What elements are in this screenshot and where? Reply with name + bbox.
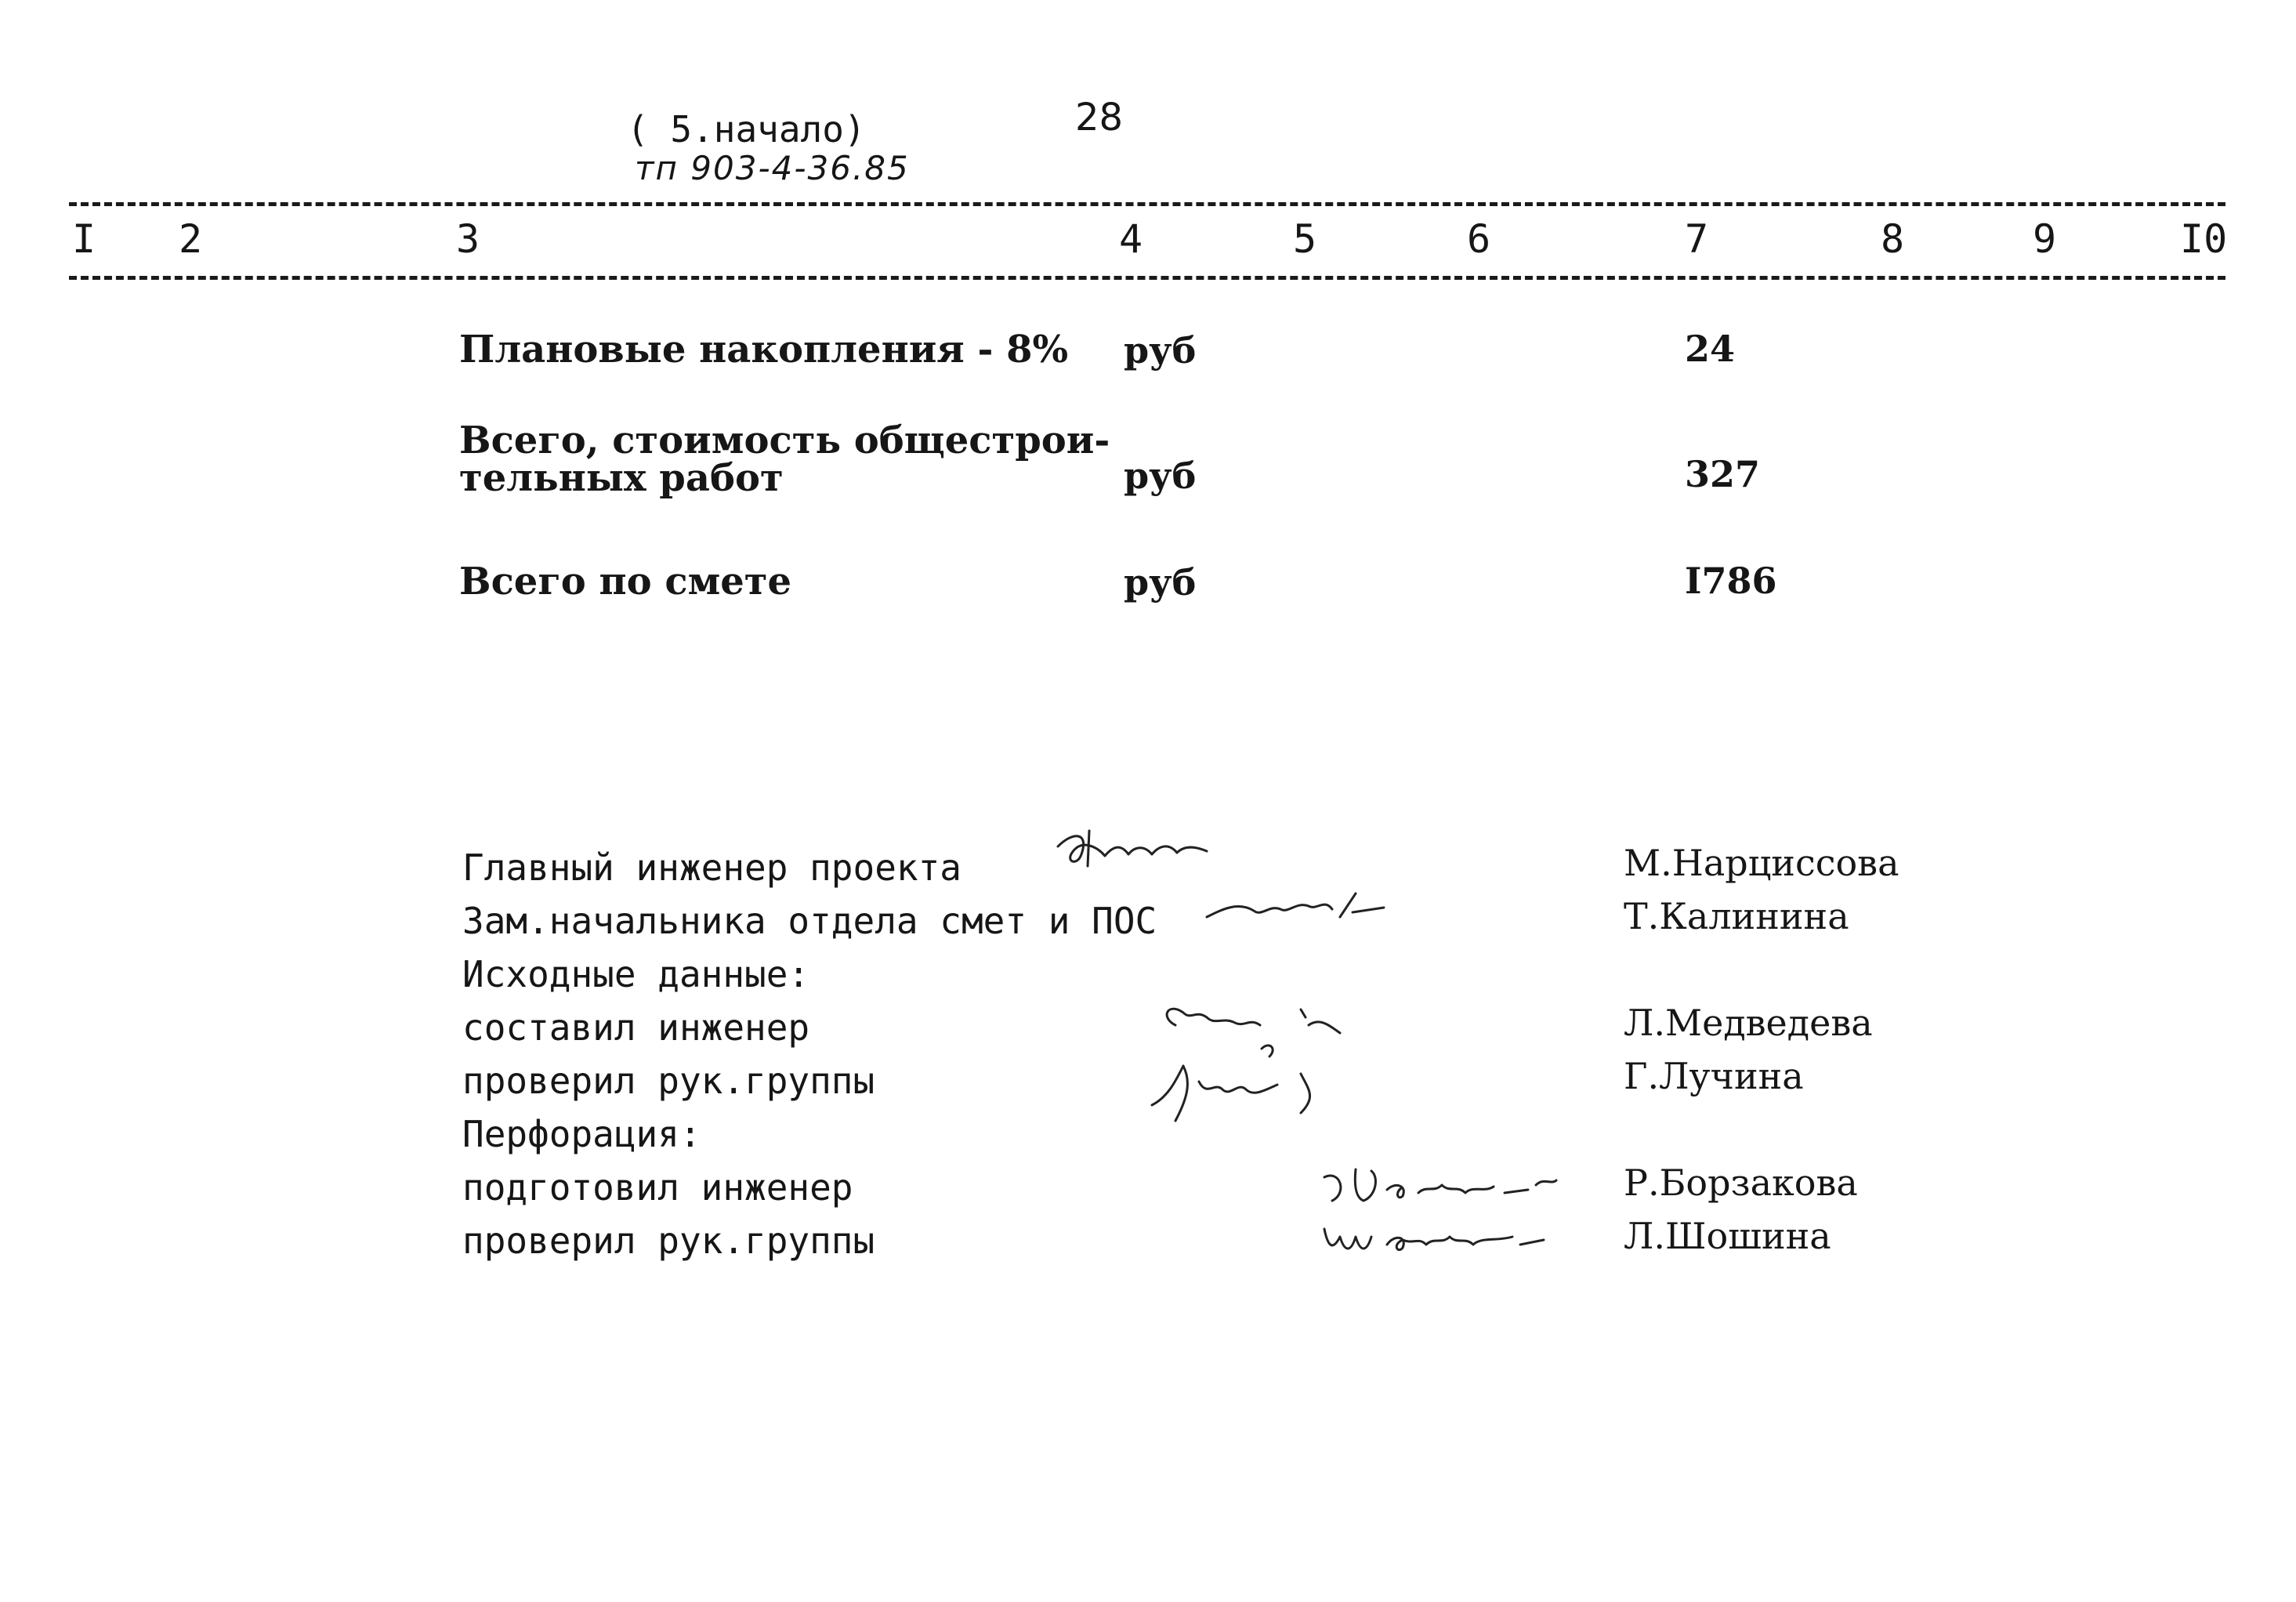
checked-by-label-1: проверил рук.группы bbox=[462, 1060, 875, 1102]
column-number-9: 9 bbox=[2033, 216, 2057, 262]
deputy-head-name: Т.Калинина bbox=[1624, 895, 1849, 937]
row-planned-savings-unit: руб bbox=[1124, 329, 1197, 372]
row-construction-total-unit: руб bbox=[1124, 455, 1197, 497]
column-number-6: 6 bbox=[1467, 216, 1491, 262]
row-estimate-total-value: I786 bbox=[1685, 560, 1777, 602]
source-data-label: Исходные данные: bbox=[462, 953, 810, 995]
column-number-7: 7 bbox=[1685, 216, 1709, 262]
column-number-1: I bbox=[72, 216, 96, 262]
signature-checked-by-1 bbox=[1144, 1050, 1332, 1136]
checked-by-label-2: проверил рук.группы bbox=[462, 1220, 875, 1262]
signature-chief-engineer bbox=[1042, 823, 1230, 886]
page-number: 28 bbox=[1075, 96, 1124, 140]
column-number-4: 4 bbox=[1119, 216, 1143, 262]
row-planned-savings-value: 24 bbox=[1685, 328, 1736, 370]
checked-by-name-1: Г.Лучина bbox=[1624, 1055, 1804, 1097]
perforation-label: Перфорация: bbox=[462, 1113, 701, 1155]
signature-checked-by-2 bbox=[1316, 1213, 1567, 1260]
row-construction-total-name-line2: тельных работ bbox=[459, 456, 784, 500]
checked-by-name-2: Л.Шошина bbox=[1624, 1215, 1831, 1257]
column-number-3: 3 bbox=[456, 216, 480, 262]
chief-engineer-name: М.Нарциссова bbox=[1624, 842, 1899, 884]
compiled-by-label: составил инженер bbox=[462, 1006, 810, 1049]
row-construction-total-name-line1: Всего, стоимость общестрои- bbox=[459, 419, 1110, 462]
signature-prepared-by bbox=[1316, 1162, 1567, 1209]
deputy-head-label: Зам.начальника отдела смет и ПОС bbox=[462, 900, 1157, 942]
section-label: ( 5.начало) bbox=[627, 108, 866, 150]
column-number-10: I0 bbox=[2180, 216, 2228, 262]
column-number-5: 5 bbox=[1293, 216, 1317, 262]
row-construction-total-value: 327 bbox=[1685, 453, 1761, 495]
column-number-8: 8 bbox=[1881, 216, 1905, 262]
header-rule-bottom bbox=[69, 276, 2225, 280]
chief-engineer-label: Главный инженер проекта bbox=[462, 846, 961, 889]
signature-deputy-head bbox=[1199, 886, 1395, 933]
header-rule-top bbox=[69, 202, 2225, 206]
prepared-by-name: Р.Борзакова bbox=[1624, 1162, 1858, 1204]
compiled-by-name: Л.Медведева bbox=[1624, 1002, 1873, 1044]
row-planned-savings-name: Плановые накопления - 8% bbox=[459, 328, 1069, 372]
row-estimate-total-name: Всего по смете bbox=[459, 560, 792, 603]
row-estimate-total-unit: руб bbox=[1124, 561, 1197, 603]
document-code: тп 903-4-36.85 bbox=[635, 149, 910, 187]
prepared-by-label: подготовил инженер bbox=[462, 1166, 853, 1209]
column-number-2: 2 bbox=[179, 216, 203, 262]
